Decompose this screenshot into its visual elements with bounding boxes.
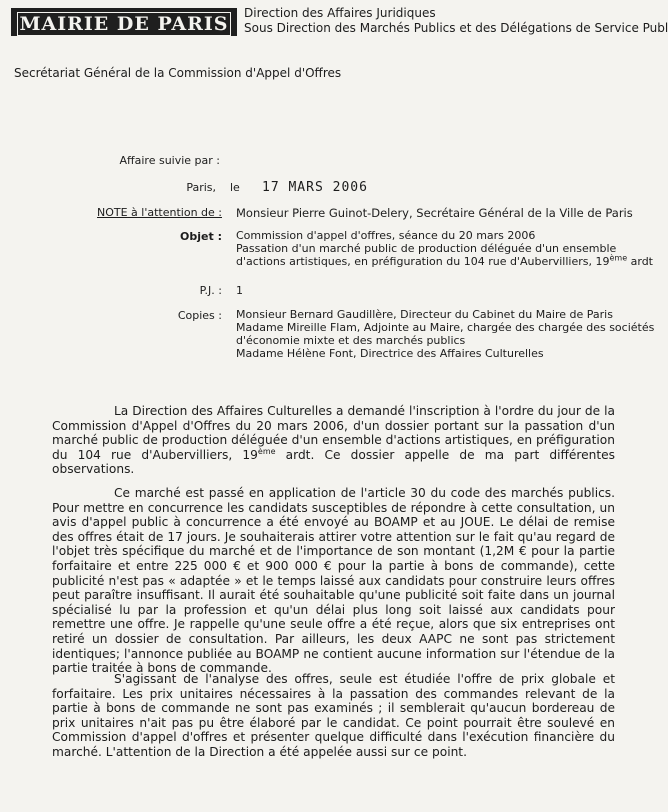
secretariat-title: Secrétariat Général de la Commission d'Appel d'Offres <box>14 66 342 80</box>
pj-label: P.J. : <box>199 284 222 297</box>
paragraph-2: Ce marché est passé en application de l'article 30 du code des marchés publics. Pour mettre en concurrence les candidats susceptibles de répondre à cette consultation, un avis d'appel public à concurrence a été envoyé au BOAMP et au JOUE. Le délai de remise des offres était de 17 jours. Je souhaiterais attirer votre attention sur le fait qu'au regard de l'objet très spécifique du marché et de l'importance de son montant (1,2M € pour la partie forfaitaire et entre 225 000 € et 900 000 € pour la partie à bons de commande), cette publicité n'est pas « adaptée » et le temps laissé aux candidats pour construire leurs offres peut paraître insuffisant. Il aurait été souhaitable qu'une publicité soit faite dans un journal spécialisé lu par la profession et qu'un délai plus long soit laissé aux candidats pour remettre une offre. Je rappelle qu'une seule offre a été reçue, alors que six entreprises ont retiré un dossier de consultation. Par ailleurs, les deux AAPC ne sont pas strictement identiques; l'annonce publiée au BOAMP ne contient aucune information sur l'étendue de la partie traitée à bons de commande. <box>52 486 615 676</box>
sub-direction-title: Sous Direction des Marchés Publics et des Délégations de Service Publ <box>244 21 668 35</box>
objet-label: Objet : <box>180 230 222 243</box>
copies-line-3: d'économie mixte et des marchés publics <box>236 334 466 347</box>
le-label: le <box>230 181 240 194</box>
objet-line-2: Passation d'un marché public de production déléguée d'un ensemble <box>236 242 617 255</box>
objet-line-1: Commission d'appel d'offres, séance du 20 mars 2006 <box>236 229 536 242</box>
paragraph-3: S'agissant de l'analyse des offres, seule est étudiée l'offre de prix globale et forfaitaire. Les prix unitaires nécessaires à la passation des commandes relevant de la partie à bons de commande ne sont pas examinés ; il semblerait qu'aucun bordereau de prix unitaires n'ait pas pu être élaboré par le candidat. Ce point pourrait être soulevé en Commission d'appel d'offres et présenter quelque difficulté dans l'exécution financière du marché. L'attention de la Direction a été appelée aussi sur ce point. <box>52 672 615 759</box>
objet-line-3: d'actions artistiques, en préfiguration du 104 rue d'Aubervilliers, 19ème ardt <box>236 253 653 268</box>
paragraph-1: La Direction des Affaires Culturelles a demandé l'inscription à l'ordre du jour de la Commission d'Appel d'Offres du 20 mars 2006, d'un dossier portant sur la passation d'un marché public de production déléguée d'un ensemble d'actions artistiques, en préfiguration du 104 rue d'Aubervilliers, 19ème ardt. Ce dossier appelle de ma part différentes observations. <box>52 404 615 477</box>
note-label: NOTE à l'attention de : <box>97 206 222 219</box>
copies-line-4: Madame Hélène Font, Directrice des Affaires Culturelles <box>236 347 544 360</box>
mairie-de-paris-logo: MAIRIE DE PARIS <box>11 8 237 36</box>
pj-value: 1 <box>236 284 243 297</box>
date-stamp: 17 MARS 2006 <box>262 180 368 195</box>
copies-label: Copies : <box>177 309 222 322</box>
direction-title: Direction des Affaires Juridiques <box>244 6 436 20</box>
copies-line-1: Monsieur Bernard Gaudillère, Directeur du Cabinet du Maire de Paris <box>236 308 613 321</box>
copies-line-2: Madame Mireille Flam, Adjointe au Maire, chargée des chargée des sociétés <box>236 321 655 334</box>
paris-label: Paris, <box>186 181 216 194</box>
affaire-label: Affaire suivie par : <box>119 154 220 167</box>
note-recipient: Monsieur Pierre Guinot-Delery, Secrétaire Général de la Ville de Paris <box>236 206 633 220</box>
